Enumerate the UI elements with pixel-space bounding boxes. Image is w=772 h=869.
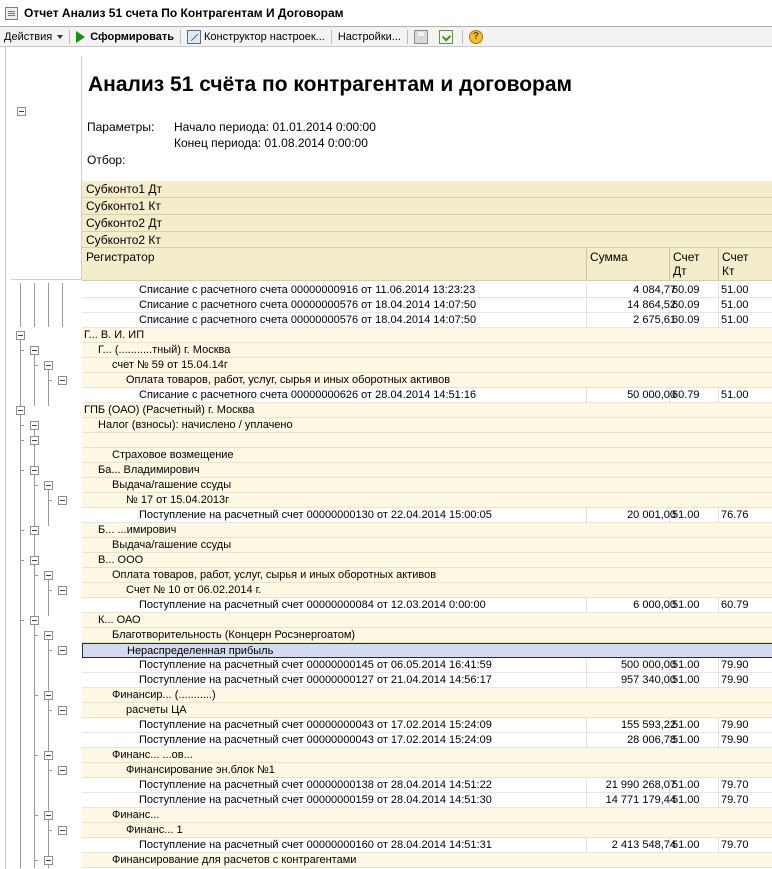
- tree-connector: [34, 535, 35, 556]
- cell-divider: [718, 838, 719, 853]
- report-window-icon: [5, 7, 18, 20]
- row-sum: 2 675,61: [633, 314, 676, 326]
- row-account-dt: 51.00: [672, 794, 700, 806]
- export-button[interactable]: [435, 28, 460, 46]
- row-text: Благотворительность (Концерн Росэнергоатом): [112, 629, 356, 641]
- row-account-dt: 60.09: [672, 299, 700, 311]
- column-header-sum: Сумма: [590, 250, 628, 264]
- cell-divider: [718, 283, 719, 298]
- tree-connector: [20, 283, 21, 327]
- row-text: Финанс...: [112, 809, 160, 821]
- collapse-group-icon[interactable]: [30, 421, 39, 430]
- tree-connector: [34, 283, 35, 327]
- row-text: расчеты ЦА: [126, 704, 187, 716]
- tree-connector: [48, 865, 49, 868]
- row-text: счет № 59 от 15.04.14г: [112, 359, 228, 371]
- tree-connector: [20, 440, 24, 441]
- row-sum: 6 000,00: [633, 599, 676, 611]
- cell-divider: [586, 718, 587, 733]
- collapse-group-icon[interactable]: [30, 466, 39, 475]
- tree-connector: [62, 283, 63, 327]
- row-account-dt: 51.00: [672, 674, 700, 686]
- tree-connector: [34, 565, 35, 616]
- row-account-kt: 51.00: [721, 314, 749, 326]
- cell-divider: [586, 673, 587, 688]
- collapse-group-icon[interactable]: [30, 556, 39, 565]
- column-header-account-dt: Счет Дт: [673, 250, 700, 278]
- row-text: Г... В. И. ИП: [84, 329, 145, 341]
- cell-divider: [718, 598, 719, 613]
- tree-connector: [20, 560, 24, 561]
- row-sum: 4 084,77: [633, 284, 676, 296]
- grouping-tree-header: [11, 56, 82, 280]
- collapse-group-icon[interactable]: [44, 856, 53, 865]
- group-row[interactable]: [82, 688, 772, 703]
- row-text: Нераспределенная прибыль: [127, 645, 274, 657]
- row-account-kt: 76.76: [721, 509, 749, 521]
- tree-connector: [48, 590, 52, 591]
- tree-connector: [34, 635, 38, 636]
- group-row[interactable]: [82, 538, 772, 553]
- cell-divider: [718, 508, 719, 523]
- constructor-icon: [187, 30, 201, 44]
- export-icon: [439, 30, 453, 44]
- row-account-kt: 51.00: [721, 389, 749, 401]
- row-account-kt: 51.00: [721, 299, 749, 311]
- row-sum: 28 006,78: [627, 734, 676, 746]
- row-account-dt: 51.00: [672, 599, 700, 611]
- tree-connector: [34, 365, 38, 366]
- row-text: Выдача/гашение ссуды: [112, 479, 232, 491]
- row-text: Страховое возмещение: [112, 449, 234, 461]
- row-text: Поступление на расчетный счет 00000000084 от 12.03.2014 0:00:00: [139, 599, 486, 611]
- save-icon: [414, 30, 428, 44]
- window-titlebar: [0, 0, 772, 27]
- tree-connector: [34, 475, 35, 526]
- tree-connector: [48, 770, 52, 771]
- detail-row[interactable]: [82, 838, 772, 853]
- tree-connector: [48, 700, 49, 751]
- row-account-kt: 79.90: [721, 674, 749, 686]
- row-text: Поступление на расчетный счет 00000000138 от 28.04.2014 14:51:22: [139, 779, 492, 791]
- cell-divider: [586, 778, 587, 793]
- cell-divider: [586, 658, 587, 673]
- group-row[interactable]: [82, 553, 772, 568]
- group-row[interactable]: [82, 643, 772, 658]
- detail-row[interactable]: [82, 778, 772, 793]
- row-text: Списание с расчетного счета 00000000576 от 18.04.2014 14:07:50: [139, 299, 477, 311]
- tree-connector: [48, 820, 49, 856]
- toolbar-separator: [462, 30, 463, 44]
- column-header-row: [82, 248, 772, 281]
- tree-connector: [20, 425, 24, 426]
- group-row[interactable]: [82, 463, 772, 478]
- report-toolbar: [0, 27, 772, 47]
- cell-divider: [586, 508, 587, 523]
- collapse-group-icon[interactable]: [30, 346, 39, 355]
- detail-row[interactable]: [82, 313, 772, 328]
- group-row[interactable]: [82, 418, 772, 433]
- cell-divider: [718, 388, 719, 403]
- tree-connector: [48, 370, 49, 406]
- row-text: Счет № 10 от 06.02.2014 г.: [126, 584, 262, 596]
- collapse-group-icon[interactable]: [30, 616, 39, 625]
- toolbar-separator: [331, 30, 332, 44]
- row-text: Поступление на расчетный счет 00000000159 от 28.04.2014 14:51:30: [139, 794, 492, 806]
- row-sum: 14 864,52: [627, 299, 676, 311]
- row-text: Налог (взносы): начислено / уплачено: [98, 419, 293, 431]
- group-row[interactable]: [82, 493, 772, 508]
- collapse-group-icon[interactable]: [44, 751, 53, 760]
- actions-menu-button[interactable]: [0, 28, 67, 46]
- tree-connector: [48, 830, 52, 831]
- detail-row[interactable]: [82, 388, 772, 403]
- row-text: Поступление на расчетный счет 00000000145 от 06.05.2014 16:41:59: [139, 659, 492, 671]
- filter-label: Отбор:: [87, 153, 126, 167]
- row-account-dt: 60.09: [672, 314, 700, 326]
- row-account-dt: 51.00: [672, 719, 700, 731]
- row-text: Оплата товаров, работ, услуг, сырья и иных оборотных активов: [126, 374, 451, 386]
- generate-button[interactable]: [72, 28, 178, 46]
- detail-row[interactable]: [82, 298, 772, 313]
- row-account-kt: 79.70: [721, 779, 749, 791]
- row-sum: 155 593,22: [620, 719, 676, 731]
- tree-connector: [34, 575, 38, 576]
- cell-divider: [586, 733, 587, 748]
- row-text: Оплата товаров, работ, услуг, сырья и иных оборотных активов: [112, 569, 437, 581]
- group-row[interactable]: [82, 568, 772, 583]
- collapse-header-group-icon[interactable]: [17, 107, 26, 116]
- column-header-account-kt: Счет Кт: [722, 250, 749, 278]
- header-subconto1-kt: Субконто1 Кт: [82, 198, 772, 215]
- collapse-group-icon[interactable]: [58, 496, 67, 505]
- row-sum: 50 000,00: [627, 389, 676, 401]
- constructor-label: Конструктор настроек...: [204, 30, 325, 43]
- cell-divider: [718, 673, 719, 688]
- tree-connector: [34, 355, 35, 406]
- group-row[interactable]: [82, 823, 772, 838]
- help-button[interactable]: [465, 28, 490, 46]
- row-account-kt: 79.70: [721, 794, 749, 806]
- collapse-group-icon[interactable]: [44, 811, 53, 820]
- column-divider: [586, 248, 587, 281]
- tree-connector: [34, 860, 38, 861]
- group-row[interactable]: [82, 403, 772, 418]
- collapse-group-icon[interactable]: [30, 526, 39, 535]
- cell-divider: [586, 598, 587, 613]
- tree-connector: [48, 490, 49, 526]
- group-row[interactable]: [82, 523, 772, 538]
- params-label: Параметры:: [87, 120, 155, 134]
- tree-connector: [20, 620, 24, 621]
- actions-menu-label: Действия: [4, 30, 53, 43]
- collapse-group-icon[interactable]: [44, 571, 53, 580]
- row-account-kt: 79.90: [721, 659, 749, 671]
- row-sum: 21 990 268,07: [605, 779, 676, 791]
- tree-connector: [34, 445, 35, 466]
- row-account-dt: 51.00: [672, 659, 700, 671]
- header-subconto2-kt: Субконто2 Кт: [82, 232, 772, 248]
- detail-row[interactable]: [82, 658, 772, 673]
- report-document[interactable]: [5, 47, 772, 869]
- cell-divider: [718, 313, 719, 328]
- row-text: Выдача/гашение ссуды: [112, 539, 232, 551]
- row-text: Финансирование для расчетов с контрагентами: [112, 854, 357, 866]
- detail-row[interactable]: [82, 733, 772, 748]
- collapse-group-icon[interactable]: [30, 436, 39, 445]
- row-account-dt: 51.00: [672, 779, 700, 791]
- row-text: Финансир... (...........): [112, 689, 216, 701]
- toolbar-separator: [180, 30, 181, 44]
- tree-connector: [20, 415, 21, 868]
- group-row[interactable]: [82, 853, 772, 868]
- settings-label: Настройки...: [337, 30, 401, 43]
- row-text: Б... ...имирович: [98, 524, 177, 536]
- row-text: К... ОАО: [98, 614, 141, 626]
- detail-row[interactable]: [82, 283, 772, 298]
- row-text: ГПБ (ОАО) (Расчетный) г. Москва: [84, 404, 255, 416]
- row-text: № 17 от 15.04.2013г: [126, 494, 230, 506]
- tree-connector: [48, 640, 49, 691]
- collapse-group-icon[interactable]: [58, 826, 67, 835]
- row-sum: 20 001,00: [627, 509, 676, 521]
- group-row[interactable]: [82, 748, 772, 763]
- row-text: Поступление на расчетный счет 00000000043 от 17.02.2014 15:24:09: [139, 719, 492, 731]
- settings-button[interactable]: [334, 28, 405, 46]
- group-row[interactable]: [82, 358, 772, 373]
- group-row[interactable]: [82, 613, 772, 628]
- collapse-group-icon[interactable]: [16, 331, 25, 340]
- row-text: Г... (...........тный) г. Москва: [98, 344, 231, 356]
- row-account-kt: 79.90: [721, 719, 749, 731]
- detail-row[interactable]: [82, 508, 772, 523]
- row-text: В... ООО: [98, 554, 144, 566]
- cell-divider: [718, 658, 719, 673]
- group-row[interactable]: [82, 703, 772, 718]
- row-account-dt: 51.00: [672, 734, 700, 746]
- toolbar-separator: [407, 30, 408, 44]
- detail-row[interactable]: [82, 673, 772, 688]
- collapse-group-icon[interactable]: [58, 706, 67, 715]
- group-row[interactable]: [82, 763, 772, 778]
- tree-connector: [48, 580, 49, 616]
- tree-connector: [34, 815, 38, 816]
- tree-connector: [48, 380, 52, 381]
- row-text: Финанс... 1: [126, 824, 183, 836]
- row-sum: 957 340,00: [620, 674, 676, 686]
- tree-connector: [34, 625, 35, 868]
- cell-divider: [586, 298, 587, 313]
- tree-connector: [48, 650, 52, 651]
- row-account-dt: 51.00: [672, 839, 700, 851]
- row-account-kt: 60.79: [721, 599, 749, 611]
- group-row[interactable]: [82, 478, 772, 493]
- tree-connector: [48, 283, 49, 327]
- collapse-group-icon[interactable]: [58, 586, 67, 595]
- tree-connector: [34, 755, 38, 756]
- row-text: Списание с расчетного счета 00000000576 от 18.04.2014 14:07:50: [139, 314, 477, 326]
- row-text: Поступление на расчетный счет 00000000160 от 28.04.2014 14:51:31: [139, 839, 492, 851]
- row-sum: 2 413 548,74: [611, 839, 676, 851]
- group-row[interactable]: [82, 343, 772, 358]
- generate-label: Сформировать: [90, 30, 174, 43]
- group-row[interactable]: [82, 373, 772, 388]
- grouping-tree-pane: [6, 47, 82, 869]
- row-text: Поступление на расчетный счет 00000000043 от 17.02.2014 15:24:09: [139, 734, 492, 746]
- row-text: Списание с расчетного счета 00000000916 от 11.06.2014 13:23:23: [139, 284, 476, 296]
- tree-connector: [34, 695, 38, 696]
- tree-connector: [34, 485, 38, 486]
- cell-divider: [718, 778, 719, 793]
- report-title: Анализ 51 счёта по контрагентам и договорам: [88, 73, 573, 96]
- row-account-kt: 79.90: [721, 734, 749, 746]
- row-sum: 14 771 179,44: [605, 794, 676, 806]
- collapse-group-icon[interactable]: [44, 481, 53, 490]
- cell-divider: [718, 793, 719, 808]
- collapse-group-icon[interactable]: [44, 691, 53, 700]
- tree-connector: [48, 760, 49, 811]
- chevron-down-icon: [57, 35, 63, 39]
- detail-row[interactable]: [82, 793, 772, 808]
- tree-connector: [48, 500, 52, 501]
- group-row[interactable]: [82, 628, 772, 643]
- cell-divider: [718, 298, 719, 313]
- collapse-group-icon[interactable]: [58, 376, 67, 385]
- help-icon: ?: [469, 30, 483, 44]
- cell-divider: [586, 313, 587, 328]
- cell-divider: [718, 718, 719, 733]
- group-row[interactable]: [82, 448, 772, 463]
- play-icon: [76, 31, 85, 43]
- row-sum: 500 000,00: [620, 659, 676, 671]
- row-text: Списание с расчетного счета 00000000626 от 28.04.2014 14:51:16: [139, 389, 477, 401]
- period-end: Конец периода: 01.08.2014 0:00:00: [174, 136, 368, 150]
- row-text: Ба... Владимирович: [98, 464, 200, 476]
- tree-connector: [20, 530, 24, 531]
- cell-divider: [586, 838, 587, 853]
- collapse-group-icon[interactable]: [58, 646, 67, 655]
- column-divider: [718, 248, 719, 281]
- row-account-dt: 60.79: [672, 389, 700, 401]
- cell-divider: [586, 283, 587, 298]
- tree-connector: [20, 350, 24, 351]
- collapse-group-icon[interactable]: [44, 631, 53, 640]
- row-account-kt: 51.00: [721, 284, 749, 296]
- save-settings-button[interactable]: [410, 28, 435, 46]
- detail-row[interactable]: [82, 718, 772, 733]
- tree-connector: [48, 710, 52, 711]
- group-row[interactable]: [82, 808, 772, 823]
- toolbar-separator: [69, 30, 70, 44]
- row-account-dt: 51.00: [672, 509, 700, 521]
- settings-constructor-button[interactable]: [183, 28, 329, 46]
- tree-connector: [20, 470, 24, 471]
- row-account-dt: 60.09: [672, 284, 700, 296]
- row-text: Финансирование эн.блок №1: [126, 764, 275, 776]
- column-divider: [669, 248, 670, 281]
- cell-divider: [718, 733, 719, 748]
- collapse-group-icon[interactable]: [44, 361, 53, 370]
- row-text: Поступление на расчетный счет 00000000127 от 21.04.2014 14:56:17: [139, 674, 492, 686]
- header-subconto1-dt: Субконто1 Дт: [82, 181, 772, 198]
- collapse-group-icon[interactable]: [16, 406, 25, 415]
- header-subconto2-dt: Субконто2 Дт: [82, 215, 772, 232]
- row-account-kt: 79.70: [721, 839, 749, 851]
- row-text: Финанс... ...ов...: [112, 749, 193, 761]
- detail-row[interactable]: [82, 598, 772, 613]
- cell-divider: [586, 388, 587, 403]
- window-title: Отчет Анализ 51 счета По Контрагентам И Договорам: [24, 6, 344, 20]
- collapse-group-icon[interactable]: [58, 766, 67, 775]
- group-row[interactable]: [82, 433, 772, 448]
- row-text: Поступление на расчетный счет 00000000130 от 22.04.2014 15:00:05: [139, 509, 492, 521]
- group-row[interactable]: [82, 583, 772, 598]
- cell-divider: [586, 793, 587, 808]
- period-start: Начало периода: 01.01.2014 0:00:00: [174, 120, 376, 134]
- group-row[interactable]: [82, 328, 772, 343]
- column-header-registrar: Регистратор: [86, 250, 155, 264]
